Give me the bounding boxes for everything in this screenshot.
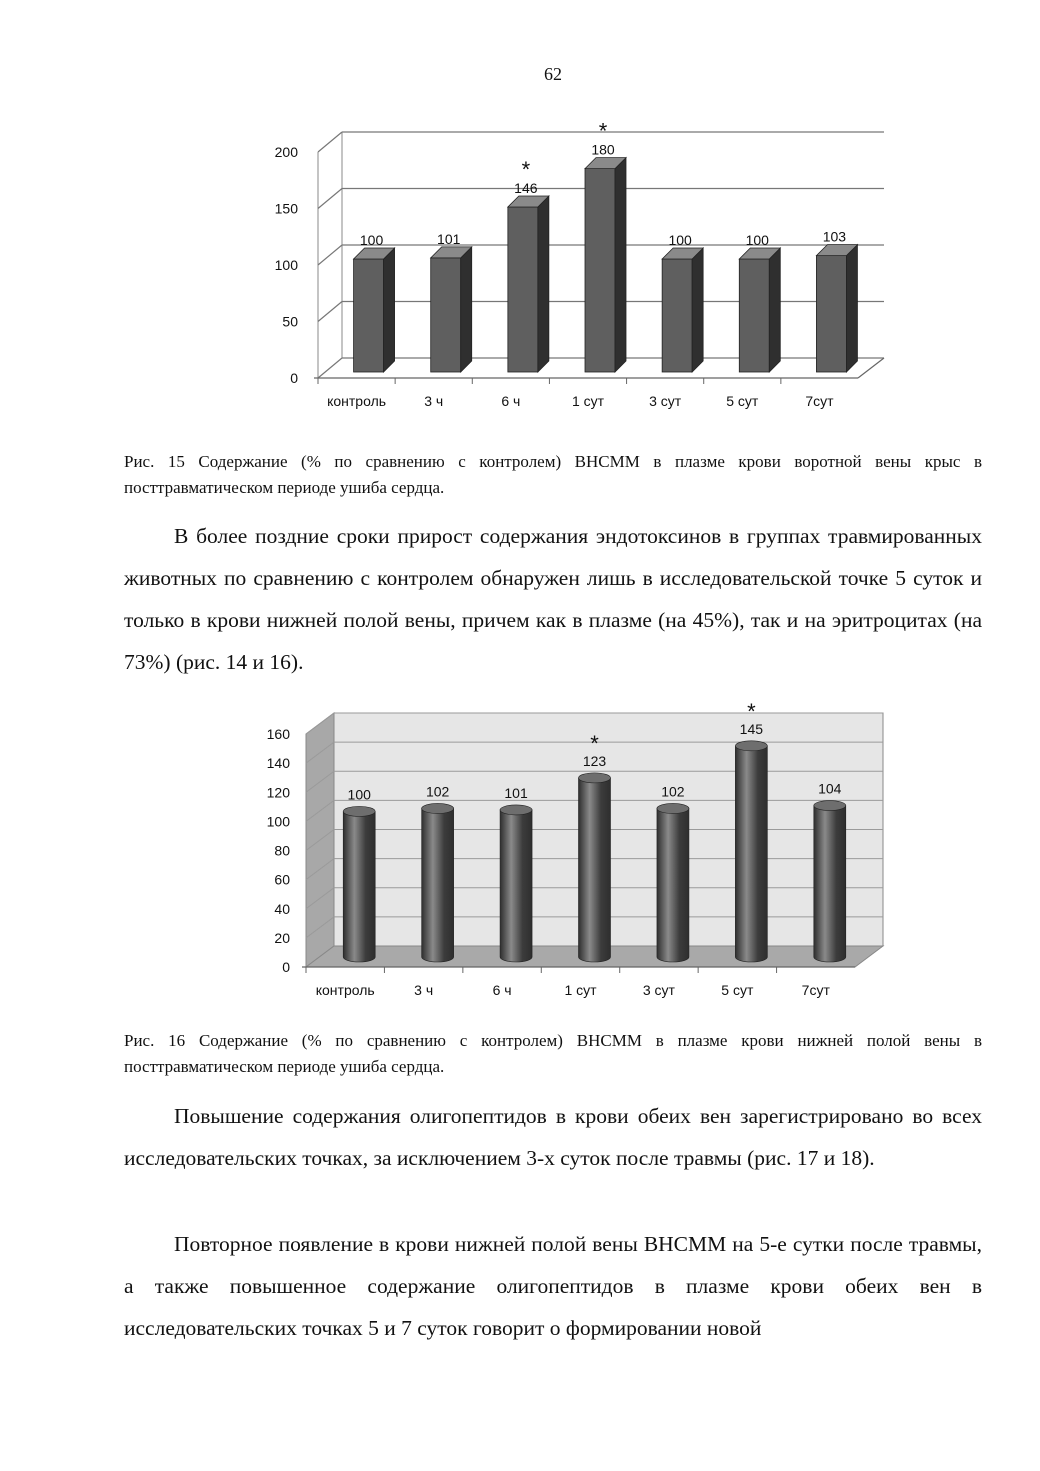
y-tick-label: 140 (266, 755, 290, 772)
y-tick-label: 50 (282, 313, 298, 330)
x-tick-label: 3 сут (642, 982, 675, 998)
x-tick-label: 5 сут (726, 393, 759, 409)
data-label: 102 (425, 783, 450, 800)
x-tick-label: 1 сут (571, 393, 605, 409)
bar-top (579, 773, 611, 783)
bar-side (461, 247, 472, 372)
data-label: 101 (504, 784, 528, 801)
bar (735, 746, 767, 962)
figure-16-caption: Рис. 16 Содержание (% по сравнению с контролем) ВНСММ в плазме крови нижней полой вены в посттравматическом периоде ушиба сердца. (124, 1031, 982, 1076)
data-label: 180 (591, 141, 615, 158)
x-tick-label: 5 сут (721, 982, 754, 998)
bar (431, 258, 461, 372)
gridline-diag (318, 189, 342, 209)
data-label: 146 (514, 180, 538, 197)
y-tick-label: 160 (266, 726, 290, 742)
figure-15-chart (0, 120, 900, 420)
figure-16-svg (0, 700, 900, 1010)
bar-side (846, 245, 857, 372)
significance-mark: * (747, 700, 756, 724)
bar-side (538, 196, 549, 372)
data-label: 100 (668, 232, 692, 248)
y-tick-label: 100 (274, 257, 298, 273)
gridline-diag (318, 245, 342, 265)
x-axis-diag (858, 358, 884, 378)
paragraph-2-text: Повышение содержания олигопептидов в крови обеих вен зарегистрировано во всех исследовательских точках, за исключением 3-х суток после травмы (рис. 17 и 18). (124, 1104, 982, 1170)
data-label: 100 (745, 232, 769, 248)
y-tick-label: 0 (290, 370, 298, 386)
data-label: 145 (739, 720, 764, 737)
data-label: 102 (661, 783, 685, 800)
y-tick-label: 100 (266, 813, 290, 830)
significance-mark: * (521, 157, 531, 183)
x-tick-label: контроль (315, 982, 375, 998)
x-tick-label: 6 ч (501, 393, 521, 409)
bar-side (769, 248, 780, 372)
bar-side (615, 158, 626, 372)
bar (500, 810, 532, 962)
data-label: 100 (347, 786, 371, 803)
paragraph-2 (124, 1095, 982, 1179)
gridline-diag (318, 302, 342, 322)
data-label: 103 (822, 228, 847, 245)
y-tick-label: 120 (266, 784, 290, 801)
bar-top (500, 805, 532, 815)
bar-top (814, 801, 846, 811)
bar-side (384, 248, 395, 372)
bar-top (343, 806, 375, 816)
bar (343, 811, 375, 962)
bar (816, 256, 846, 372)
bar-top (735, 741, 767, 751)
y-tick-label: 80 (274, 842, 290, 859)
bar-side (692, 248, 703, 372)
bar-top (422, 803, 454, 813)
x-tick-label: 7сут (805, 393, 834, 409)
x-tick-label: контроль (327, 393, 387, 409)
x-tick-label: 1 сут (564, 982, 597, 998)
y-tick-label: 20 (274, 929, 290, 946)
gridline-diag (318, 132, 342, 152)
page-number: 62 (544, 64, 562, 84)
y-tick-label: 40 (274, 900, 290, 917)
gridline-diag (318, 358, 342, 378)
x-tick-label: 3 сут (649, 393, 682, 409)
paragraph-1 (124, 515, 982, 683)
x-tick-label: 3 ч (414, 982, 434, 998)
data-label: 104 (818, 780, 842, 797)
paragraph-3-text: Повторное появление в крови нижней полой вены ВНСММ на 5-е сутки после травмы, а также повышенное содержание олигопептидов в плазме крови обеих вен в исследовательских точках 5 и 7 суток говорит о формировании новой (124, 1232, 982, 1340)
x-tick-label: 3 ч (424, 393, 444, 409)
bar-top (657, 803, 689, 813)
bar (422, 808, 454, 962)
bar (739, 259, 769, 372)
significance-mark: * (598, 120, 608, 144)
bar (662, 259, 692, 372)
bar (508, 207, 538, 372)
data-label: 100 (359, 232, 384, 248)
bar (354, 259, 384, 372)
paragraph-3 (124, 1223, 982, 1349)
bar (814, 806, 846, 962)
x-tick-label: 6 ч (492, 982, 512, 998)
figure-15-caption: Рис. 15 Содержание (% по сравнению с контролем) ВНСММ в плазме крови воротной вены крыс в посттравматическом периоде ушиба сердца. (124, 452, 982, 497)
x-tick-label: 7сут (801, 982, 830, 998)
y-tick-label: 0 (282, 959, 290, 975)
significance-mark: * (590, 730, 599, 756)
bar (579, 778, 611, 962)
figure-16-chart (0, 700, 900, 1010)
bar (657, 808, 689, 962)
figure-15-svg (0, 120, 900, 420)
y-tick-label: 200 (274, 144, 298, 160)
data-label: 123 (582, 752, 607, 769)
paragraph-1-text: В более поздние сроки прирост содержания эндотоксинов в группах травмированных животных по сравнению с контролем обнаружен лишь в исследовательской точке 5 суток и только в крови нижней полой вены, причем как в плазме (на 45%), так и на эритроцитах (на 73%) (рис. 14 и 16). (124, 524, 982, 674)
y-tick-label: 60 (274, 871, 290, 888)
y-tick-label: 150 (274, 200, 298, 217)
data-label: 101 (437, 230, 461, 247)
bar (585, 169, 615, 372)
